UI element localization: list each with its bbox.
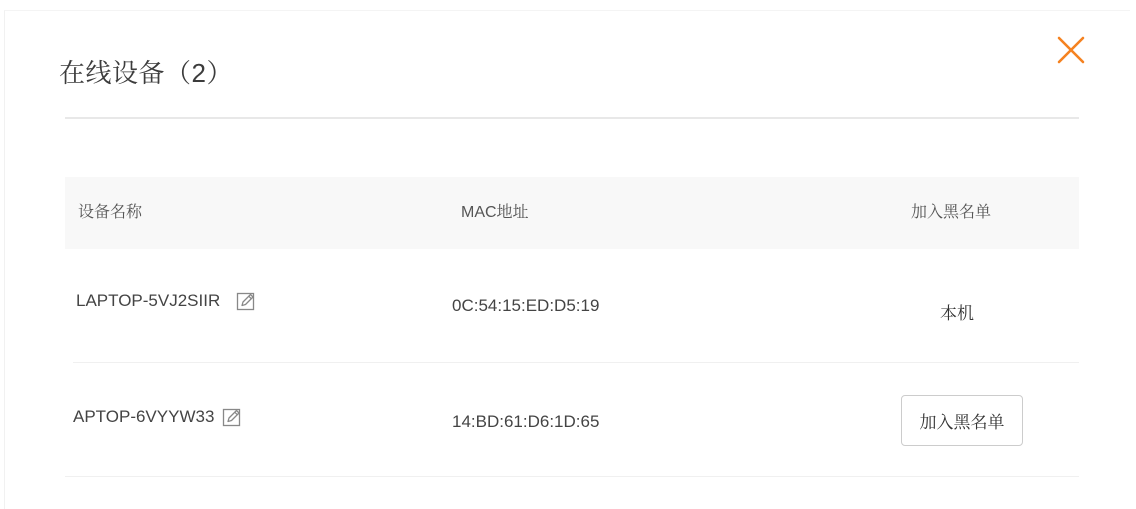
row-divider: [65, 476, 1079, 477]
add-to-blacklist-button[interactable]: 加入黑名单: [901, 395, 1023, 446]
column-header-blacklist: 加入黑名单: [911, 204, 992, 221]
dialog-title: 在线设备（2）: [59, 58, 233, 88]
mac-address: 0C:54:15:ED:D5:19: [452, 296, 600, 315]
title-divider: [65, 117, 1079, 119]
device-name: LAPTOP-5VJ2SIIR: [76, 291, 221, 310]
close-icon: [1054, 33, 1088, 67]
close-button[interactable]: [1054, 33, 1088, 67]
mac-address: 14:BD:61:D6:1D:65: [452, 412, 600, 431]
device-name-cell: [73, 407, 242, 427]
table-row: [65, 363, 1079, 477]
online-devices-dialog: [4, 10, 1130, 509]
edit-icon[interactable]: [222, 407, 242, 427]
device-name-cell: [76, 291, 256, 311]
table-header: [65, 177, 1079, 249]
table-row: [65, 249, 1079, 363]
column-header-mac-address: MAC地址: [461, 204, 529, 221]
device-table: [65, 177, 1079, 477]
this-device-label: 本机: [940, 304, 974, 323]
column-header-device-name: 设备名称: [78, 204, 143, 221]
edit-icon[interactable]: [236, 291, 256, 311]
device-name: APTOP-6VYYW33: [73, 407, 215, 426]
